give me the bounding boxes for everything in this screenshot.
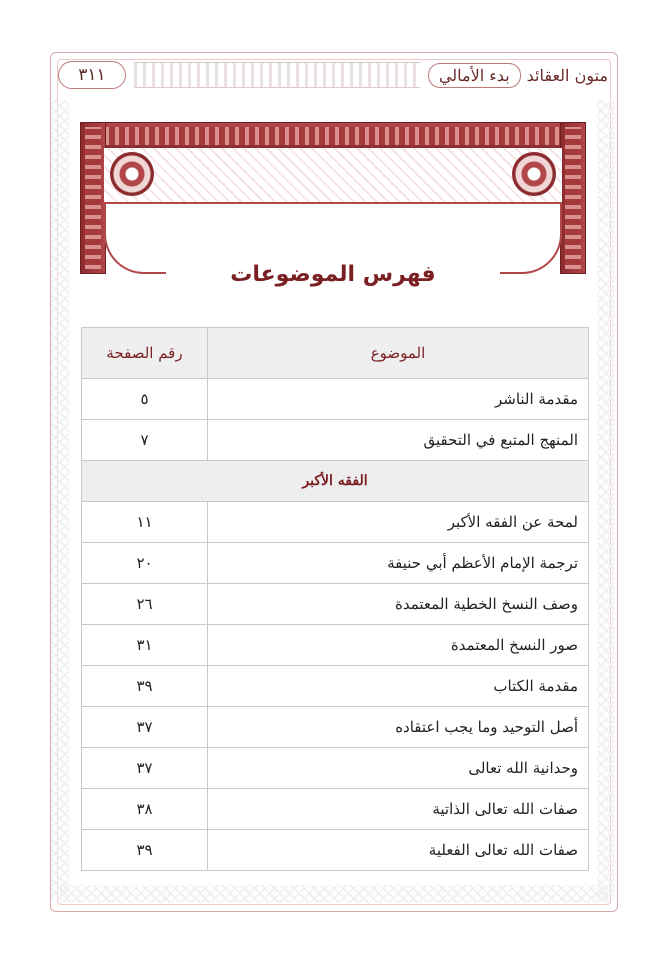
page-cell: ٣١: [82, 625, 208, 666]
left-medallion: [110, 152, 154, 196]
table-row: [82, 502, 589, 543]
frame-right-pillar: [560, 122, 586, 274]
running-header: [58, 56, 608, 94]
topic-cell: مقدمة الكتاب: [208, 666, 589, 707]
book-title: بدء الأمالي: [428, 63, 521, 88]
page-number: ٣١١: [58, 61, 126, 89]
bottom-ornament-band: [60, 885, 608, 903]
header-titles: [428, 63, 608, 88]
right-medallion: [512, 152, 556, 196]
page-cell: ٣٧: [82, 707, 208, 748]
topic-cell: صفات الله تعالى الذاتية: [208, 789, 589, 830]
table-row: [82, 379, 589, 420]
column-header-topic: الموضوع: [208, 328, 589, 379]
book-series: متون العقائد: [526, 65, 608, 85]
topic-cell: ترجمة الإمام الأعظم أبي حنيفة: [208, 543, 589, 584]
title-frame-ornament: [80, 122, 586, 272]
page-cell: ٢٠: [82, 543, 208, 584]
contents-table: [81, 327, 589, 871]
page-cell: ٥: [82, 379, 208, 420]
page-cell: ٣٨: [82, 789, 208, 830]
table-header-row: [82, 328, 589, 379]
page-cell: ٣٩: [82, 666, 208, 707]
page-cell: ٧: [82, 420, 208, 461]
header-ornament: [134, 62, 420, 88]
table-row: [82, 625, 589, 666]
table-row: [82, 420, 589, 461]
right-ornament-band: [597, 100, 615, 900]
table-row: [82, 830, 589, 871]
page-cell: ١١: [82, 502, 208, 543]
column-header-page: رقم الصفحة: [82, 328, 208, 379]
topic-cell: أصل التوحيد وما يجب اعتقاده: [208, 707, 589, 748]
table-row: [82, 707, 589, 748]
page-cell: ٣٧: [82, 748, 208, 789]
left-ornament-band: [51, 100, 69, 900]
page-cell: ٢٦: [82, 584, 208, 625]
section-heading: الفقه الأكبر: [82, 461, 589, 502]
table-row: [82, 748, 589, 789]
topic-cell: وصف النسخ الخطية المعتمدة: [208, 584, 589, 625]
topic-cell: المنهج المتبع في التحقيق: [208, 420, 589, 461]
topic-cell: مقدمة الناشر: [208, 379, 589, 420]
section-row: [82, 461, 589, 502]
topic-cell: صور النسخ المعتمدة: [208, 625, 589, 666]
page-title: فهرس الموضوعات: [230, 262, 436, 287]
table-row: [82, 543, 589, 584]
frame-top-band: [80, 122, 586, 150]
table-row: [82, 789, 589, 830]
topic-cell: صفات الله تعالى الفعلية: [208, 830, 589, 871]
topic-cell: لمحة عن الفقه الأكبر: [208, 502, 589, 543]
frame-inner-panel: [104, 148, 562, 204]
page-cell: ٣٩: [82, 830, 208, 871]
frame-left-pillar: [80, 122, 106, 274]
topic-cell: وحدانية الله تعالى: [208, 748, 589, 789]
table-row: [82, 584, 589, 625]
table-row: [82, 666, 589, 707]
